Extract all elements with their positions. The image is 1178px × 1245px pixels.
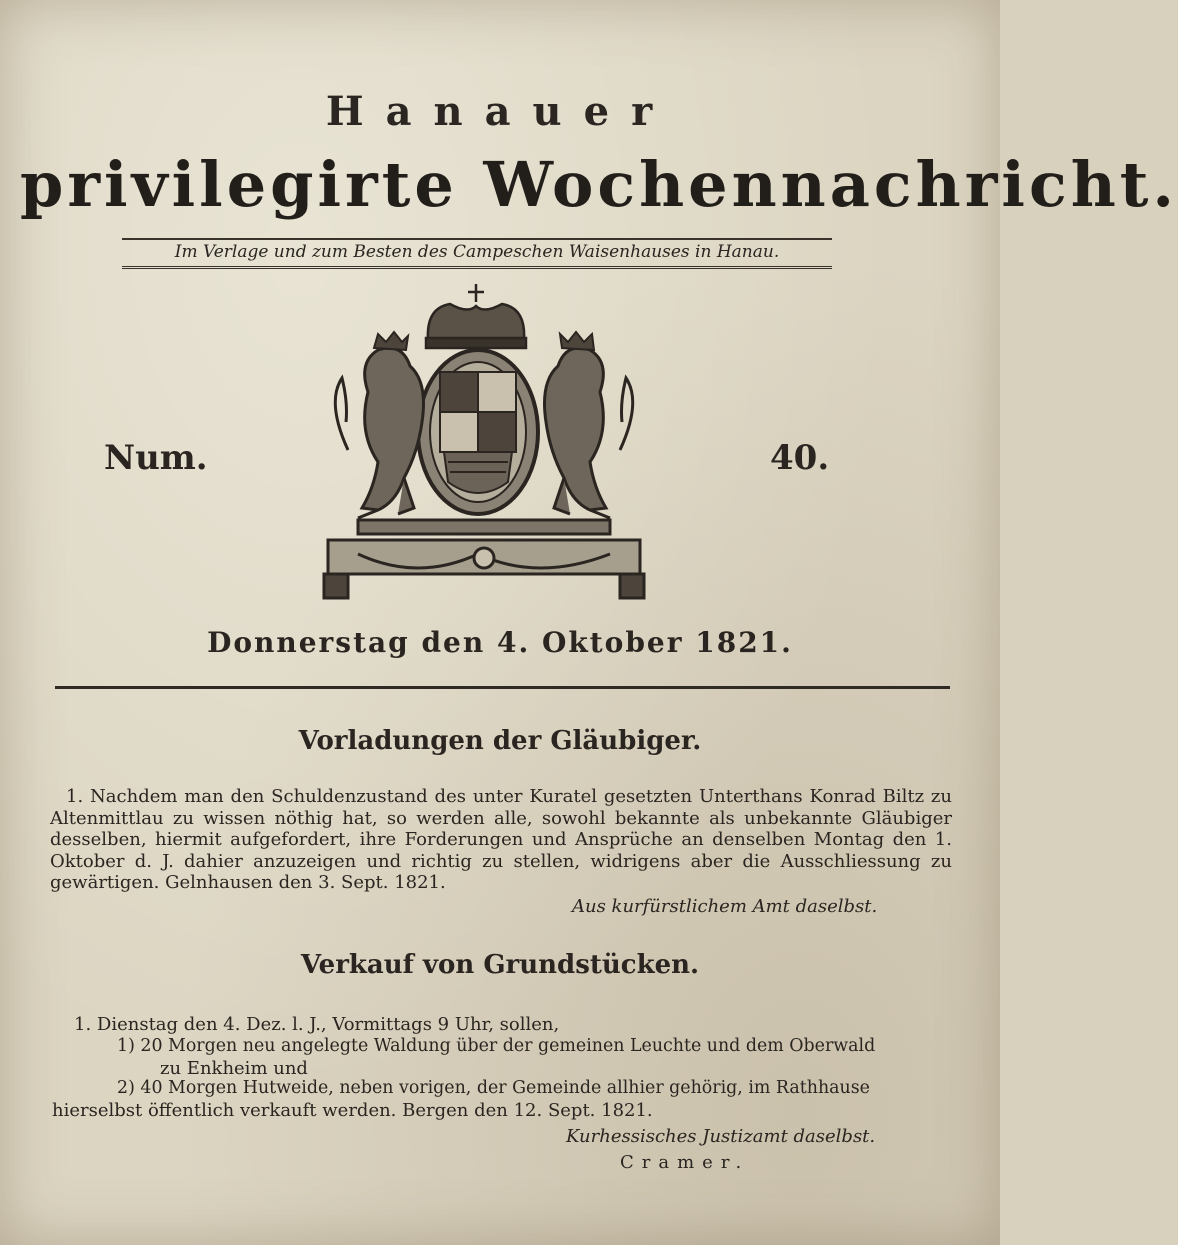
property-sale-signature: Kurhessisches Justizamt daselbst.	[566, 1126, 876, 1147]
property-sale-item-1-cont: zu Enkheim und	[160, 1058, 308, 1079]
creditors-notice	[50, 786, 952, 894]
signatory-name: Cramer.	[620, 1152, 750, 1173]
creditors-signature: Aus kurfürstlichem Amt daselbst.	[572, 896, 878, 917]
property-sale-item-1: 1) 20 Morgen neu angelegte Waldung über der gemeinen Leuchte und dem Oberwald	[117, 1036, 876, 1056]
issue-number: 40.	[770, 438, 830, 478]
publisher-imprint: Im Verlage und zum Besten des Campeschen Waisenhauses in Hanau.	[122, 238, 832, 269]
property-sale-item-2: 2) 40 Morgen Hutweide, neben vorigen, der Gemeinde allhier gehörig, im Rathhause	[117, 1078, 870, 1098]
masthead-town: Hanauer	[325, 88, 675, 135]
issue-date: Donnerstag den 4. Oktober 1821.	[207, 626, 793, 659]
coat-of-arms-icon	[318, 282, 650, 604]
issue-number-label: Num.	[104, 438, 208, 478]
section-title-property-sale: Verkauf von Grundstücken.	[300, 950, 700, 980]
creditors-notice-text: 1. Nachdem man den Schuldenzustand des unter Kuratel gesetzten Unterthans Konrad Biltz zu Altenmittlau zu wissen nöthig hat, so werden alle, sowohl bekannte als unbekannte Gläubiger desselben, hiermit aufgefordert, ihre Forderungen und Ansprüche an denselben Montag den 1. Oktober d. J. dahier anzuzeigen und richtig zu stellen, widrigens aber die Ausschliessung zu gewärtigen. Gelnhausen den 3. Sept. 1821.	[50, 786, 952, 893]
property-sale-intro: 1. Dienstag den 4. Dez. l. J., Vormittags 9 Uhr, sollen,	[74, 1014, 560, 1035]
property-sale-closing: hierselbst öffentlich verkauft werden. Bergen den 12. Sept. 1821.	[52, 1100, 653, 1121]
divider-rule	[55, 686, 950, 689]
section-title-creditors: Vorladungen der Gläubiger.	[298, 726, 702, 756]
masthead-title: privilegirte Wochennachricht.	[20, 148, 1178, 221]
